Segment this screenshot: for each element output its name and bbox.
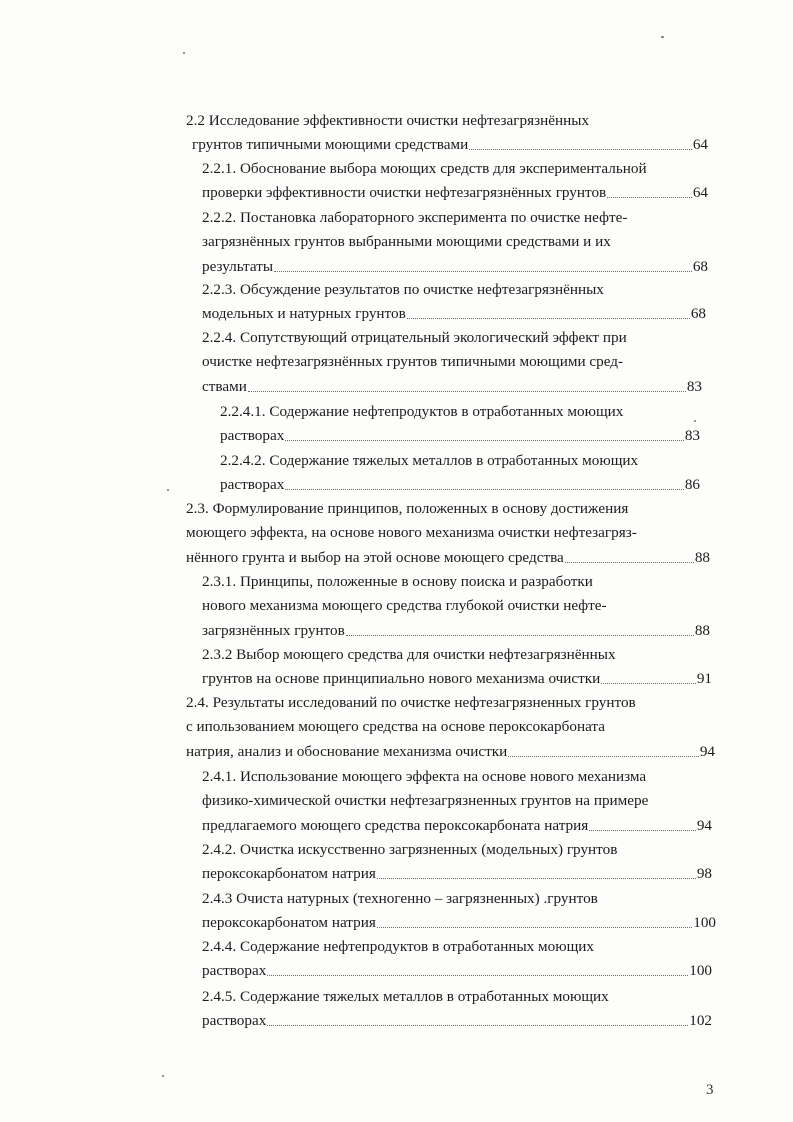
scan-speck (183, 52, 185, 54)
toc-entry-text: 2.2.1. Обоснование выбора моющих средств для экспериментальной (202, 160, 647, 177)
toc-line (202, 765, 646, 787)
toc-entry-text: растворах (220, 476, 285, 494)
toc-entry-text: растворах (202, 1012, 267, 1030)
toc-page-number: 83 (684, 427, 700, 445)
toc-page-number: 64 (692, 136, 708, 154)
dot-leader (285, 439, 684, 441)
toc-line (192, 133, 708, 155)
toc-entry-text: грунтов на основе принципиально нового механизма очистки (202, 670, 601, 688)
scan-speck (694, 420, 696, 422)
dot-leader (469, 148, 692, 150)
toc-page-number: 98 (696, 865, 712, 883)
toc-entry-text: грунтов типичными моющими средствами (192, 136, 469, 154)
toc-line (202, 302, 706, 324)
toc-line (220, 449, 638, 471)
toc-entry-text: загрязнённых грунтов выбранными моющими средствами и их (202, 233, 611, 251)
toc-entry-text: ствами (202, 377, 247, 395)
toc-entry-text: 2.4.5. Содержание тяжелых металлов в отработанных моющих (202, 988, 609, 1005)
page-number: 3 (706, 1082, 714, 1098)
toc-entry-text: 2.4.4. Содержание нефтепродуктов в отработанных моющих (202, 938, 595, 955)
toc-line (186, 109, 589, 131)
toc-line (202, 570, 593, 592)
toc-line (202, 887, 598, 909)
toc-page-number: 94 (699, 742, 715, 760)
toc-line (220, 424, 700, 446)
toc-entry-text: пероксокарбонатом натрия (202, 914, 376, 932)
toc-page-number: 88 (694, 621, 710, 639)
dot-leader (565, 561, 694, 563)
dot-leader (601, 682, 696, 684)
toc-entry-text: 2.3.2 Выбор моющего средства для очистки нефтезагрязнённых (202, 646, 616, 663)
toc-line (202, 326, 627, 348)
toc-page-number: 83 (686, 377, 702, 395)
toc-line (202, 667, 712, 689)
toc-page-number: 86 (684, 476, 700, 494)
toc-entry-text: 2.4. Результаты исследований по очистке нефтезагрязненных грунтов (186, 694, 636, 711)
toc-entry-text: 2.2.4. Сопутствующий отрицательный экологический эффект при (202, 329, 627, 346)
toc-entry-text: очистке нефтезагрязнённых грунтов типичными моющими сред- (202, 353, 624, 371)
toc-entry-text: нового механизма моющего средства глубокой очистки нефте- (202, 597, 607, 615)
toc-line (202, 619, 710, 641)
toc-page-number: 100 (693, 914, 716, 932)
toc-entry-text: 2.2.3. Обсуждение результатов по очистке нефтезагрязнённых (202, 281, 604, 298)
toc-entry-text: загрязнённых грунтов (202, 621, 345, 639)
toc-line (202, 911, 716, 933)
toc-line (202, 206, 627, 228)
toc-entry-text: 2.4.1. Использование моющего эффекта на основе нового механизма (202, 768, 647, 785)
scan-speck (162, 1075, 164, 1077)
toc-line (202, 1009, 712, 1031)
toc-line (202, 862, 712, 884)
toc-page-number: 68 (690, 305, 706, 323)
toc-page-number: 68 (692, 257, 708, 275)
toc-page-number: 91 (696, 670, 712, 688)
dot-leader (377, 877, 696, 879)
toc-line (186, 497, 628, 519)
toc-line (186, 691, 636, 713)
toc-entry-text: модельных и натурных грунтов (202, 305, 406, 323)
toc-entry-text: натрия, анализ и обоснование механизма очистки (186, 742, 508, 760)
dot-leader (267, 1024, 688, 1026)
toc-entry-text: 2.3. Формулирование принципов, положенных в основу достижения (186, 500, 629, 517)
toc-entry-text: проверки эффективности очистки нефтезагрязнённых грунтов (202, 184, 607, 202)
toc-line (202, 255, 708, 277)
toc-line (202, 230, 611, 252)
toc-entry-text: 2.2 Исследование эффективности очистки нефтезагрязнённых (186, 112, 590, 129)
toc-line (202, 935, 594, 957)
toc-entry-text: 2.3.1. Принципы, положенные в основу поиска и разработки (202, 573, 593, 590)
toc-entry-text: с ипользованием моющего средства на основе пероксокарбоната (186, 718, 605, 736)
dot-leader (248, 390, 686, 392)
toc-line (202, 375, 702, 397)
dot-leader (274, 270, 692, 272)
dot-leader (508, 755, 699, 757)
dot-leader (346, 634, 694, 636)
toc-page-number: 64 (692, 184, 708, 202)
toc-entry-text: 2.2.4.1. Содержание нефтепродуктов в отработанных моющих (220, 403, 624, 420)
toc-entry-text: пероксокарбонатом натрия (202, 865, 376, 883)
toc-entry-text: 2.4.3 Очиста натурных (техногенно – загрязненных) .грунтов (202, 890, 598, 907)
toc-entry-text: растворах (202, 962, 267, 980)
toc-line (202, 838, 617, 860)
toc-entry-text: моющего эффекта, на основе нового механизма очистки нефтезагряз- (186, 524, 637, 542)
toc-line (202, 814, 712, 836)
toc-entry-text: предлагаемого моющего средства пероксокарбоната натрия (202, 816, 589, 834)
toc-page-number: 102 (689, 1012, 712, 1030)
toc-line (202, 278, 604, 300)
scan-speck (661, 36, 664, 38)
toc-line (202, 959, 712, 981)
toc-entry-text: 2.4.2. Очистка искусственно загрязненных (модельных) грунтов (202, 841, 618, 858)
dot-leader (407, 317, 690, 319)
toc-entry-text: растворах (220, 427, 285, 445)
toc-line (220, 400, 623, 422)
toc-line (202, 350, 623, 372)
toc-line (186, 546, 710, 568)
toc-entry-text: 2.2.2. Постановка лабораторного эксперимента по очистке нефте- (202, 209, 628, 226)
toc-entry-text: физико-химической очистки нефтезагрязненных грунтов на примере (202, 792, 649, 810)
toc-page-number: 94 (696, 816, 712, 834)
toc-page-number: 88 (694, 548, 710, 566)
toc-line (202, 643, 616, 665)
dot-leader (607, 196, 692, 198)
toc-line (202, 985, 609, 1007)
toc-line (202, 789, 648, 811)
toc-line (202, 181, 708, 203)
toc-entry-text: результаты (202, 257, 274, 275)
dot-leader (285, 488, 684, 490)
toc-entry-text: 2.2.4.2. Содержание тяжелых металлов в отработанных моющих (220, 452, 639, 469)
dot-leader (377, 926, 692, 928)
dot-leader (267, 974, 688, 976)
toc-line (220, 473, 700, 495)
toc-line (186, 521, 637, 543)
toc-page-number: 100 (689, 962, 712, 980)
toc-line (202, 594, 607, 616)
toc-entry-text: нённого грунта и выбор на этой основе моющего средства (186, 548, 564, 566)
toc-line (202, 157, 647, 179)
dot-leader (589, 829, 696, 831)
toc-line (186, 740, 715, 762)
scan-speck (167, 489, 169, 491)
toc-line (186, 715, 605, 737)
